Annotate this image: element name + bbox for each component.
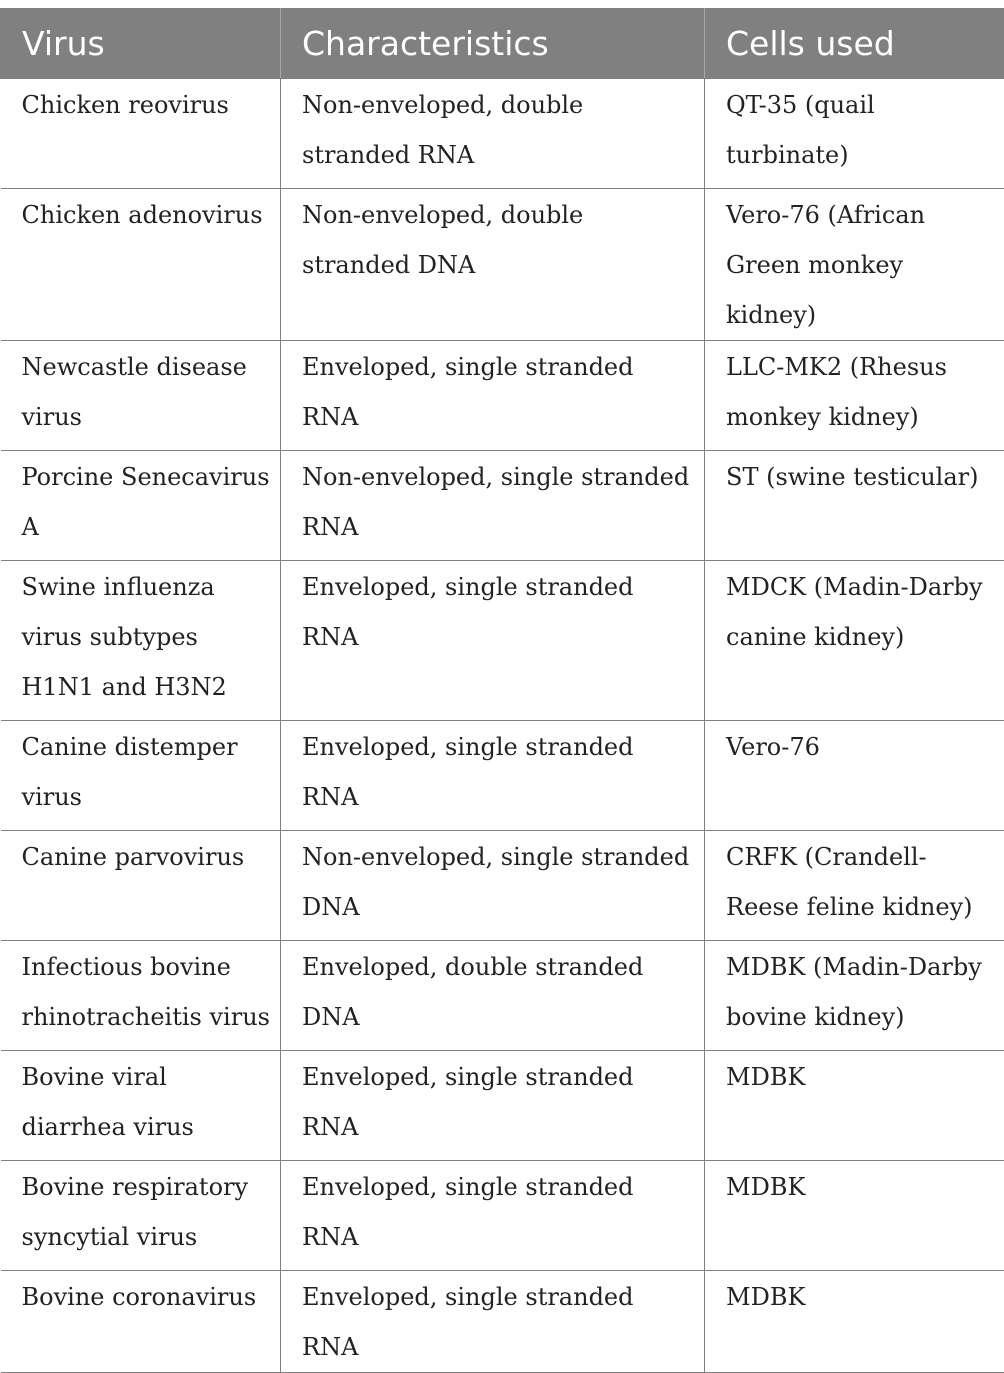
cells-used-cell — [705, 341, 1004, 451]
characteristics-cell — [281, 1161, 705, 1271]
cells-used-cell — [705, 941, 1004, 1051]
table-row — [1, 831, 1004, 941]
table-row — [1, 1161, 1004, 1271]
virus-text: Bovine viral diarrhea virus — [22, 1052, 273, 1152]
virus-text: Infectious bovine rhinotracheitis virus — [22, 942, 273, 1042]
characteristics-text: Enveloped, single stranded RNA — [302, 722, 696, 822]
header-row — [1, 9, 1004, 79]
virus-cell — [1, 941, 281, 1051]
cells-used-cell — [705, 561, 1004, 721]
virus-text: Chicken reovirus — [22, 80, 273, 130]
cells-used-text: Vero-76 — [726, 722, 997, 772]
characteristics-cell — [281, 341, 705, 451]
table-row — [1, 341, 1004, 451]
characteristics-text: Enveloped, single stranded RNA — [302, 1162, 696, 1262]
virus-text: Canine distemper virus — [22, 722, 273, 822]
characteristics-cell — [281, 831, 705, 941]
cells-used-text: Vero-76 (African Green monkey kidney) — [726, 190, 997, 340]
characteristics-text: Non-enveloped, double stranded DNA — [302, 190, 696, 290]
virus-cell — [1, 1161, 281, 1271]
cells-used-cell — [705, 831, 1004, 941]
cells-used-cell — [705, 1271, 1004, 1373]
virus-table — [0, 8, 1004, 1373]
table-body — [1, 79, 1004, 1373]
table-row — [1, 451, 1004, 561]
virus-text: Canine parvovirus — [22, 832, 273, 882]
virus-cell — [1, 721, 281, 831]
virus-cell — [1, 189, 281, 341]
table-row — [1, 189, 1004, 341]
cells-used-cell — [705, 1161, 1004, 1271]
table-row — [1, 1271, 1004, 1373]
virus-table-container — [0, 8, 1004, 1373]
cells-used-text: MDBK (Madin-Darby bovine kidney) — [726, 942, 997, 1042]
characteristics-cell — [281, 451, 705, 561]
virus-text: Bovine respiratory syncytial virus — [22, 1162, 273, 1262]
virus-cell — [1, 561, 281, 721]
cells-used-cell — [705, 1051, 1004, 1161]
characteristics-text: Enveloped, double stranded DNA — [302, 942, 696, 1042]
table-row — [1, 79, 1004, 189]
virus-cell — [1, 1051, 281, 1161]
virus-cell — [1, 831, 281, 941]
cells-used-text: MDBK — [726, 1052, 997, 1102]
table-row — [1, 941, 1004, 1051]
virus-text: Bovine coronavirus — [22, 1272, 273, 1322]
table-row — [1, 561, 1004, 721]
cells-used-text: LLC-MK2 (Rhesus monkey kidney) — [726, 342, 997, 442]
cells-used-cell — [705, 451, 1004, 561]
characteristics-cell — [281, 721, 705, 831]
table-header — [1, 9, 1004, 79]
characteristics-text: Non-enveloped, single stranded DNA — [302, 832, 696, 932]
characteristics-text: Enveloped, single stranded RNA — [302, 1052, 696, 1152]
virus-text: Swine influenza virus subtypes H1N1 and H3N2 — [22, 562, 273, 712]
characteristics-cell — [281, 941, 705, 1051]
cells-used-cell — [705, 79, 1004, 189]
virus-cell — [1, 341, 281, 451]
table-row — [1, 721, 1004, 831]
table-row — [1, 1051, 1004, 1161]
column-header-virus: Virus — [1, 9, 281, 79]
virus-text: Newcastle disease virus — [22, 342, 273, 442]
cells-used-text: MDBK — [726, 1162, 997, 1212]
cells-used-cell — [705, 189, 1004, 341]
characteristics-text: Non-enveloped, double stranded RNA — [302, 80, 696, 180]
cells-used-cell — [705, 721, 1004, 831]
cells-used-text: QT-35 (quail turbinate) — [726, 80, 997, 180]
characteristics-text: Non-enveloped, single stranded RNA — [302, 452, 696, 552]
characteristics-cell — [281, 1271, 705, 1373]
virus-cell — [1, 1271, 281, 1373]
cells-used-text: ST (swine testicular) — [726, 452, 997, 502]
cells-used-text: CRFK (Crandell-Reese feline kidney) — [726, 832, 997, 932]
cells-used-text: MDBK — [726, 1272, 997, 1322]
characteristics-cell — [281, 189, 705, 341]
characteristics-cell — [281, 561, 705, 721]
cells-used-text: MDCK (Madin-Darby canine kidney) — [726, 562, 997, 662]
column-header-cells-used: Cells used — [705, 9, 1004, 79]
characteristics-text: Enveloped, single stranded RNA — [302, 1272, 696, 1372]
characteristics-cell — [281, 1051, 705, 1161]
virus-text: Porcine Senecavirus A — [22, 452, 273, 552]
characteristics-text: Enveloped, single stranded RNA — [302, 562, 696, 662]
characteristics-text: Enveloped, single stranded RNA — [302, 342, 696, 442]
virus-cell — [1, 79, 281, 189]
virus-cell — [1, 451, 281, 561]
virus-text: Chicken adenovirus — [22, 190, 273, 240]
column-header-characteristics: Characteristics — [281, 9, 705, 79]
characteristics-cell — [281, 79, 705, 189]
